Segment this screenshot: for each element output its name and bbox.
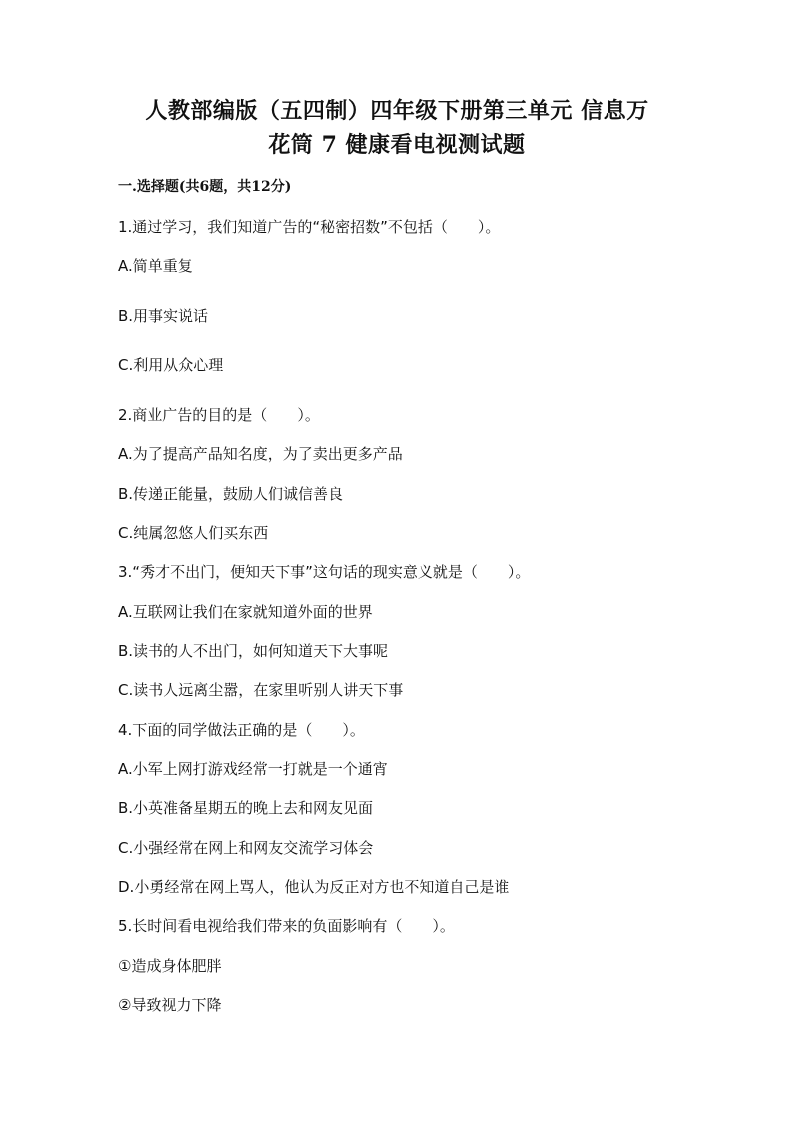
section-heading: 一.选择题(共6题，共12分) [118,179,292,195]
question-4-option-d: D.小勇经常在网上骂人，他认为反正对方也不知道自己是谁 [118,878,510,896]
question-4-option-c: C.小强经常在网上和网友交流学习体会 [118,839,374,857]
document-title-line-1: 人教部编版（五四制）四年级下册第三单元 信息万 [145,98,649,124]
question-4-option-a: A.小军上网打游戏经常一打就是一个通宵 [118,760,388,778]
question-4-option-b: B.小英准备星期五的晚上去和网友见面 [118,799,374,817]
question-1-option-a: A.简单重复 [118,257,193,275]
question-1-option-c: C.利用从众心理 [118,356,224,374]
document-title-line-2: 花筒 7 健康看电视测试题 [268,132,526,158]
question-1-option-b: B.用事实说话 [118,307,209,325]
question-1-stem: 1.通过学习，我们知道广告的“秘密招数”不包括（ ）。 [118,218,501,236]
question-2-stem: 2.商业广告的目的是（ ）。 [118,406,320,424]
question-5-option-2: ②导致视力下降 [118,996,222,1014]
question-2-option-c: C.纯属忽悠人们买东西 [118,524,269,542]
question-3-option-c: C.读书人远离尘嚣，在家里听别人讲天下事 [118,681,404,699]
question-3-option-a: A.互联网让我们在家就知道外面的世界 [118,603,373,621]
question-5-option-1: ①造成身体肥胖 [118,957,222,975]
question-2-option-b: B.传递正能量，鼓励人们诚信善良 [118,485,344,503]
question-2-option-a: A.为了提高产品知名度，为了卖出更多产品 [118,445,403,463]
question-3-stem: 3.“秀才不出门，便知天下事”这句话的现实意义就是（ ）。 [118,563,531,581]
question-3-option-b: B.读书的人不出门，如何知道天下大事呢 [118,642,389,660]
question-5-stem: 5.长时间看电视给我们带来的负面影响有（ ）。 [118,917,455,935]
question-4-stem: 4.下面的同学做法正确的是（ ）。 [118,721,365,739]
